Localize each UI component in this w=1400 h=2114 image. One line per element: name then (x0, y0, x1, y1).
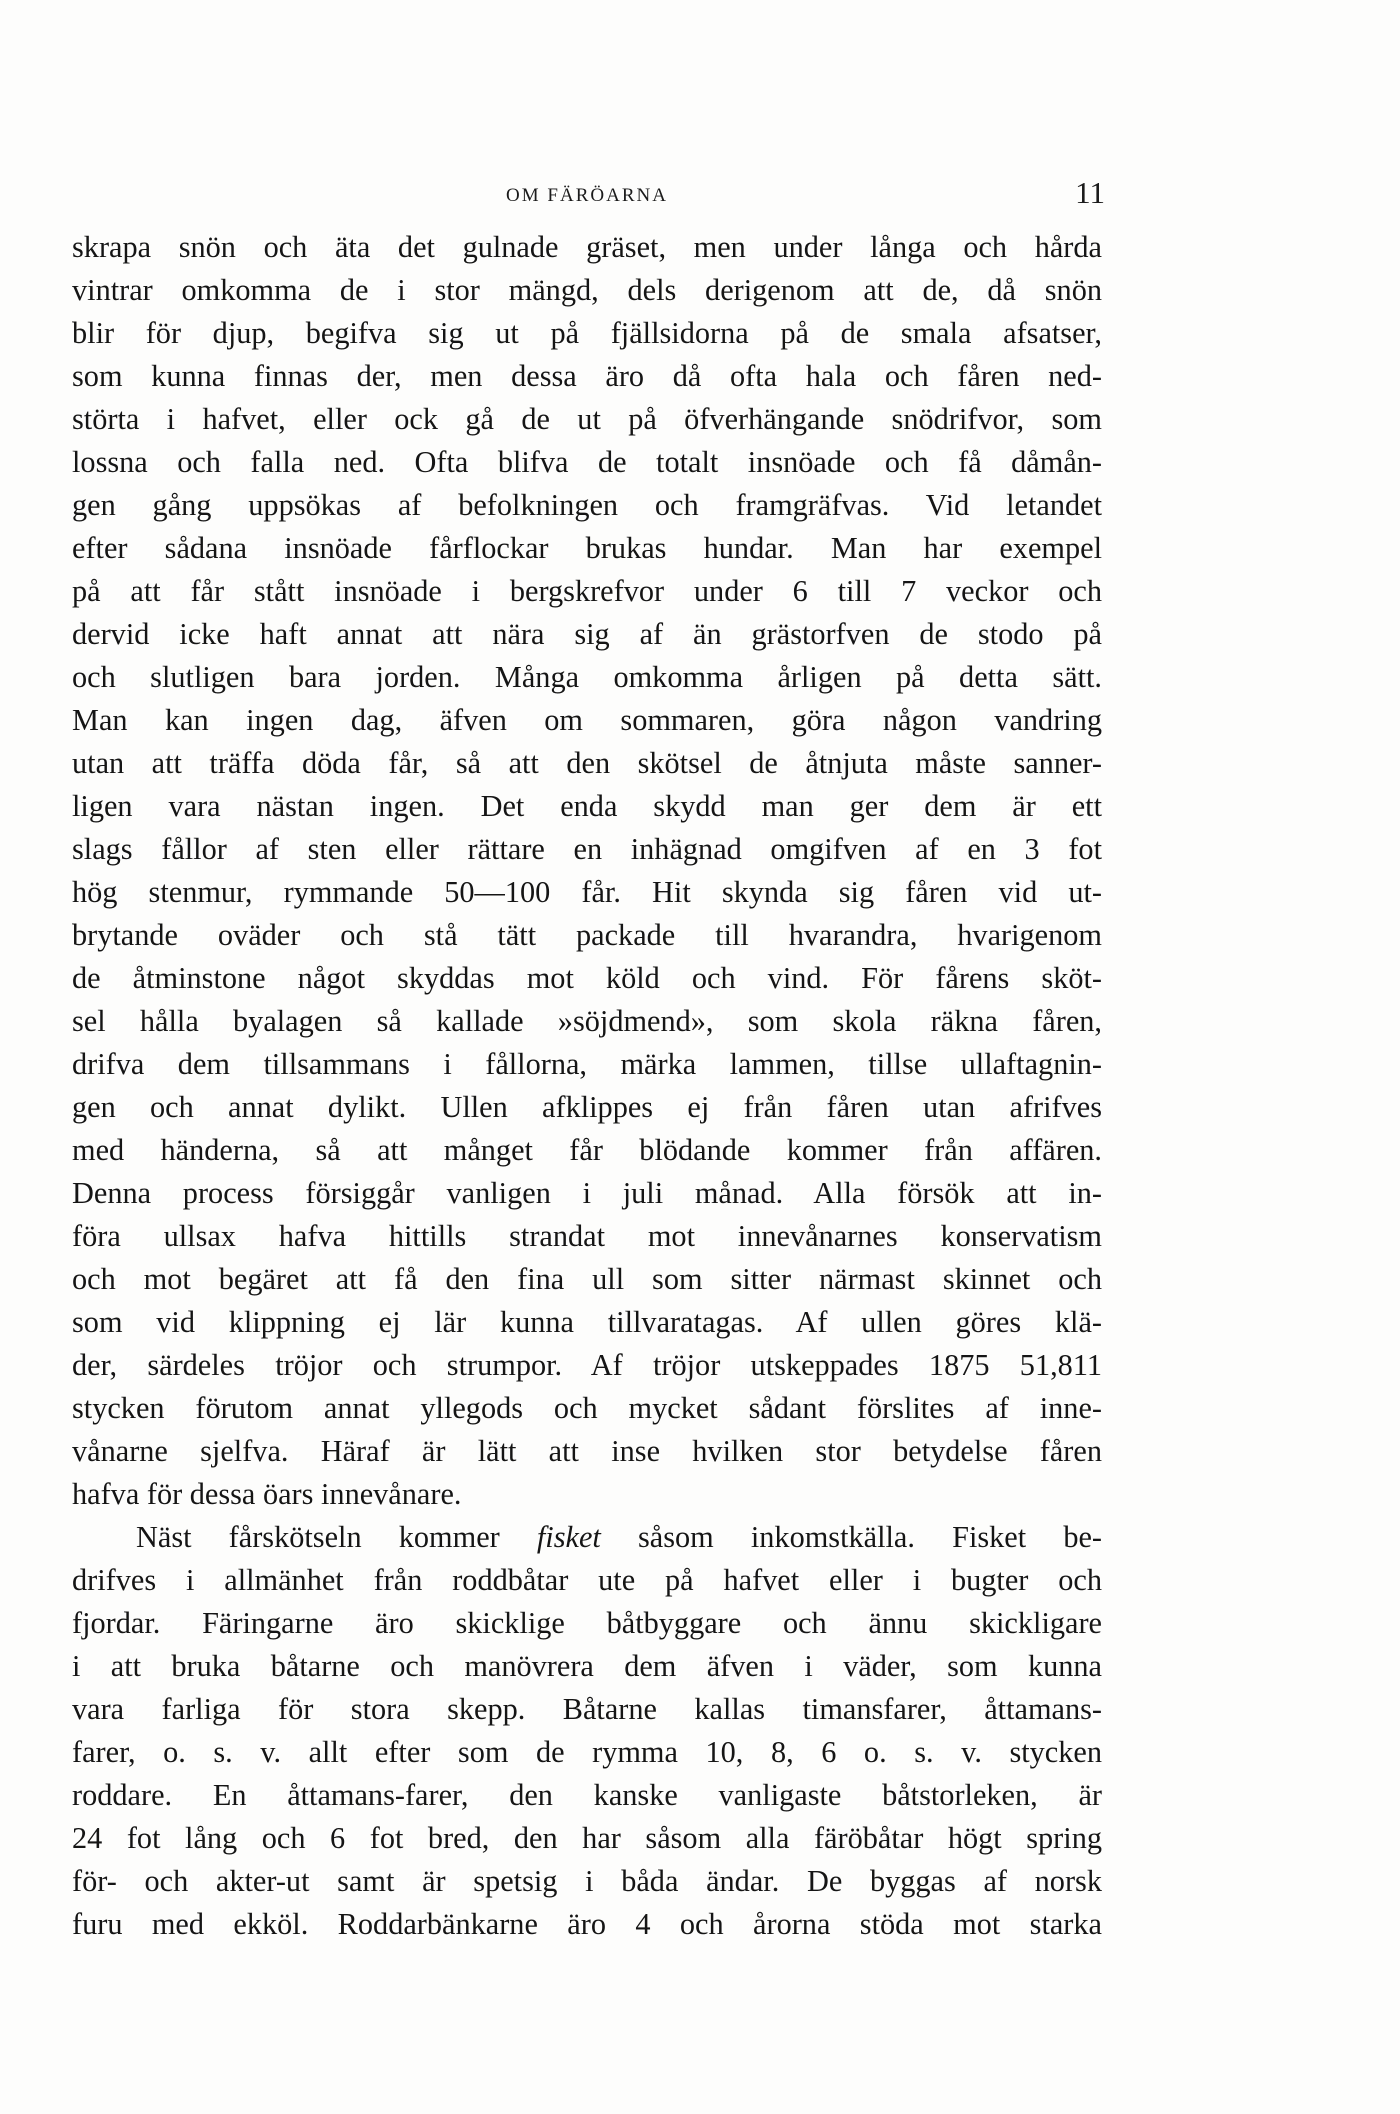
running-head (72, 175, 1105, 215)
text-line: Denna process försiggår vanligen i juli månad. Alla försök att in- (72, 1176, 1102, 1210)
text-line: 24 fot lång och 6 fot bred, den har såsom alla färöbåtar högt spring (72, 1821, 1102, 1855)
text-line: stycken förutom annat yllegods och mycket sådant förslites af inne- (72, 1391, 1102, 1425)
text-segment: Näst fårskötseln kommer (136, 1520, 537, 1554)
text-line (72, 1516, 1102, 1559)
text-line: och mot begäret att få den fina ull som sitter närmast skinnet och (72, 1262, 1102, 1296)
text-line: furu med ekköl. Roddarbänkarne äro 4 och årorna stöda mot starka (72, 1907, 1102, 1941)
text-line: och slutligen bara jorden. Många omkomma årligen på detta sätt. (72, 660, 1102, 694)
text-line: med händerna, så att månget får blödande kommer från affären. (72, 1133, 1102, 1167)
body-text (72, 226, 1102, 1946)
text-line: brytande oväder och stå tätt packade till hvarandra, hvarigenom (72, 918, 1102, 952)
text-line: Man kan ingen dag, äfven om sommaren, göra någon vandring (72, 703, 1102, 737)
paragraph-sheep-husbandry (72, 226, 1102, 1516)
text-line: vara farliga för stora skepp. Båtarne kallas timansfarer, åttamans- (72, 1692, 1102, 1726)
text-line: sel hålla byalagen så kallade »söjdmend», som skola räkna fåren, (72, 1004, 1102, 1038)
text-line: som vid klippning ej lär kunna tillvaratagas. Af ullen göres klä- (72, 1305, 1102, 1339)
text-line: roddare. En åttamans-farer, den kanske vanligaste båtstorleken, är (72, 1778, 1102, 1812)
text-line: fjordar. Färingarne äro skicklige båtbyggare och ännu skickligare (72, 1606, 1102, 1640)
text-line: för- och akter-ut samt är spetsig i båda ändar. De byggas af norsk (72, 1864, 1102, 1898)
text-line: hafva för dessa öars innevånare. (72, 1477, 462, 1511)
text-line: de åtminstone något skyddas mot köld och vind. För fårens sköt- (72, 961, 1102, 995)
text-line: störta i hafvet, eller ock gå de ut på öfverhängande snödrifvor, som (72, 402, 1102, 436)
page-number: 11 (1075, 175, 1105, 210)
text-line: skrapa snön och äta det gulnade gräset, men under långa och hårda (72, 230, 1102, 264)
text-line: farer, o. s. v. allt efter som de rymma 10, 8, 6 o. s. v. stycken (72, 1735, 1102, 1769)
running-head-title: OM FÄRÖARNA (506, 185, 668, 206)
text-line: i att bruka båtarne och manövrera dem äfven i väder, som kunna (72, 1649, 1102, 1683)
text-segment: såsom inkomstkälla. Fisket be- (600, 1520, 1103, 1554)
text-line: hög stenmur, rymmande 50—100 får. Hit skynda sig fåren vid ut- (72, 875, 1102, 909)
text-line: der, särdeles tröjor och strumpor. Af tröjor utskeppades 1875 51,811 (72, 1348, 1102, 1382)
text-line: efter sådana insnöade fårflockar brukas hundar. Man har exempel (72, 531, 1102, 565)
text-line: lossna och falla ned. Ofta blifva de totalt insnöade och få dåmån- (72, 445, 1102, 479)
text-line: ligen vara nästan ingen. Det enda skydd man ger dem är ett (72, 789, 1102, 823)
text-line: gen och annat dylikt. Ullen afklippes ej från fåren utan afrifves (72, 1090, 1102, 1124)
text-line: drifva dem tillsammans i fållorna, märka lammen, tillse ullaftagnin- (72, 1047, 1102, 1081)
text-line: på att får stått insnöade i bergskrefvor under 6 till 7 veckor och (72, 574, 1102, 608)
paragraph-fishing (72, 1516, 1102, 1946)
emphasized-word: fisket (536, 1520, 601, 1554)
text-line: drifves i allmänhet från roddbåtar ute på hafvet eller i bugter och (72, 1563, 1102, 1597)
text-line: vånarne sjelfva. Häraf är lätt att inse hvilken stor betydelse fåren (72, 1434, 1102, 1468)
text-line: gen gång uppsökas af befolkningen och framgräfvas. Vid letandet (72, 488, 1102, 522)
text-line: vintrar omkomma de i stor mängd, dels derigenom att de, då snön (72, 273, 1102, 307)
text-line: dervid icke haft annat att nära sig af än grästorfven de stodo på (72, 617, 1102, 651)
text-line: som kunna finnas der, men dessa äro då ofta hala och fåren ned- (72, 359, 1102, 393)
text-line: blir för djup, begifva sig ut på fjällsidorna på de smala afsatser, (72, 316, 1102, 350)
text-line: föra ullsax hafva hittills strandat mot innevånarnes konservatism (72, 1219, 1102, 1253)
text-line: slags fållor af sten eller rättare en inhägnad omgifven af en 3 fot (72, 832, 1102, 866)
text-line: utan att träffa döda får, så att den skötsel de åtnjuta måste sanner- (72, 746, 1102, 780)
